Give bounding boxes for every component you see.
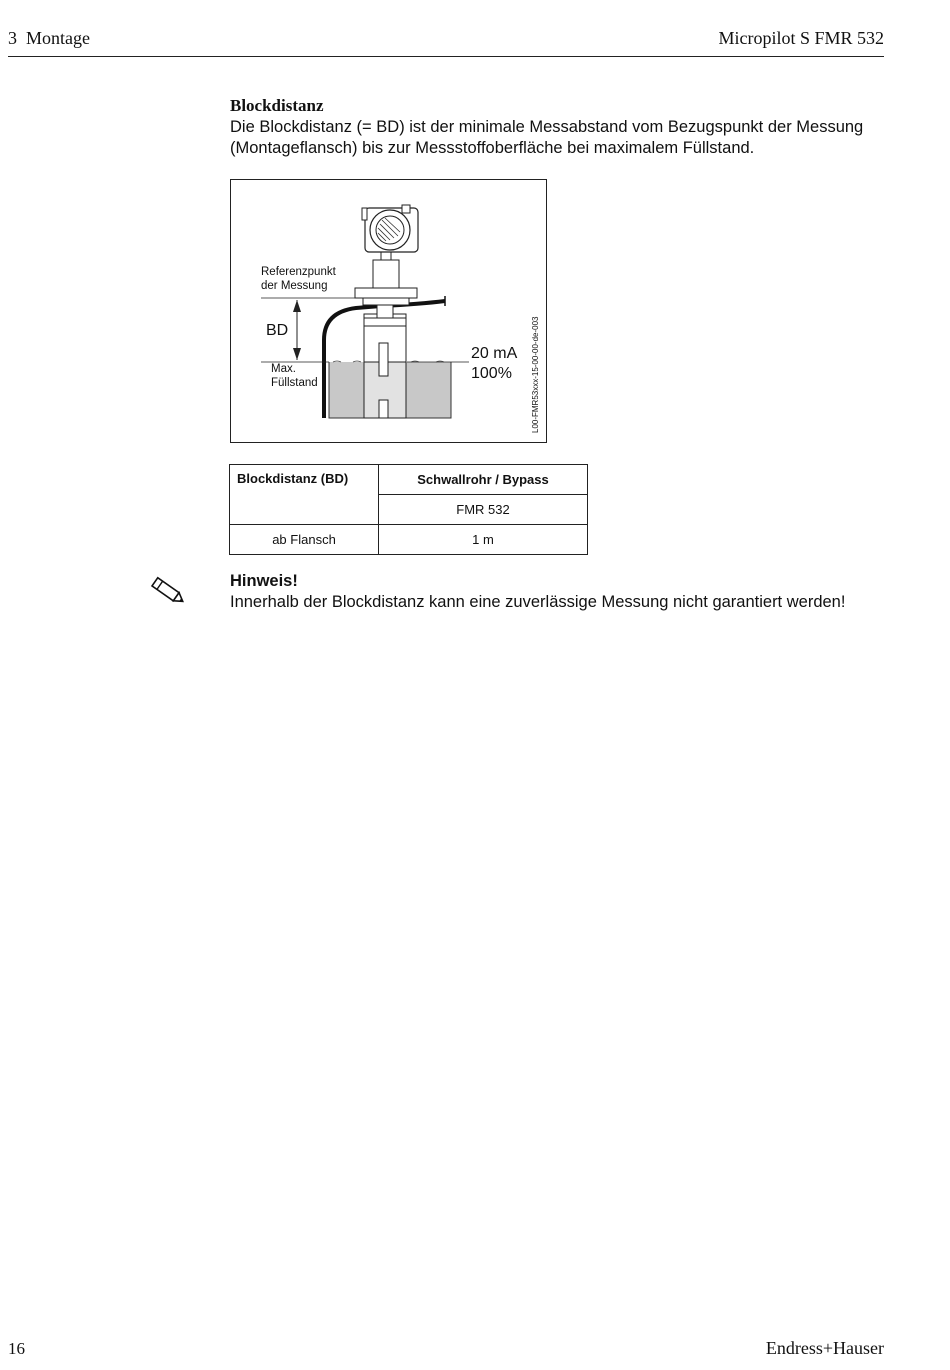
label-percent: 100% (471, 365, 512, 382)
label-reference-1: Referenzpunkt (261, 266, 336, 278)
label-max-1: Max. (271, 363, 296, 375)
row-value: 1 m (379, 525, 588, 555)
page-number: 16 (8, 1339, 25, 1358)
subheader-fmr532: FMR 532 (379, 495, 588, 525)
blockdistanz-table (229, 464, 588, 555)
section-title: Blockdistanz (230, 96, 324, 115)
row-label: ab Flansch (230, 525, 379, 555)
label-max-2: Füllstand (271, 377, 318, 389)
header-chapter: 3 Montage (8, 28, 90, 48)
figure-drawing (231, 180, 548, 444)
label-reference-2: der Messung (261, 280, 328, 292)
blockdistanz-figure (230, 179, 547, 443)
col1-header: Blockdistanz (BD) (230, 465, 379, 525)
header-rule (8, 56, 884, 57)
brand-name: Endress+Hauser (765, 1338, 884, 1358)
pencil-icon (148, 574, 188, 608)
note-text: Innerhalb der Blockdistanz kann eine zuverlässige Messung nicht garantiert werden! (230, 593, 846, 611)
section-body: Die Blockdistanz (= BD) ist der minimale Messabstand vom Bezugspunkt der Messung (Montageflansch) bis zur Messstoffoberfläche bei maximalem Füllstand. (230, 118, 864, 157)
label-bd: BD (266, 322, 289, 339)
flange (355, 288, 417, 298)
label-current: 20 mA (471, 345, 518, 362)
header-product: Micropilot S FMR 532 (718, 28, 884, 48)
note-title: Hinweis! (230, 572, 298, 590)
col2-header: Schwallrohr / Bypass (379, 465, 588, 495)
figure-code: L00-FMR53xxx-15-00-00-de-003 (531, 316, 540, 433)
